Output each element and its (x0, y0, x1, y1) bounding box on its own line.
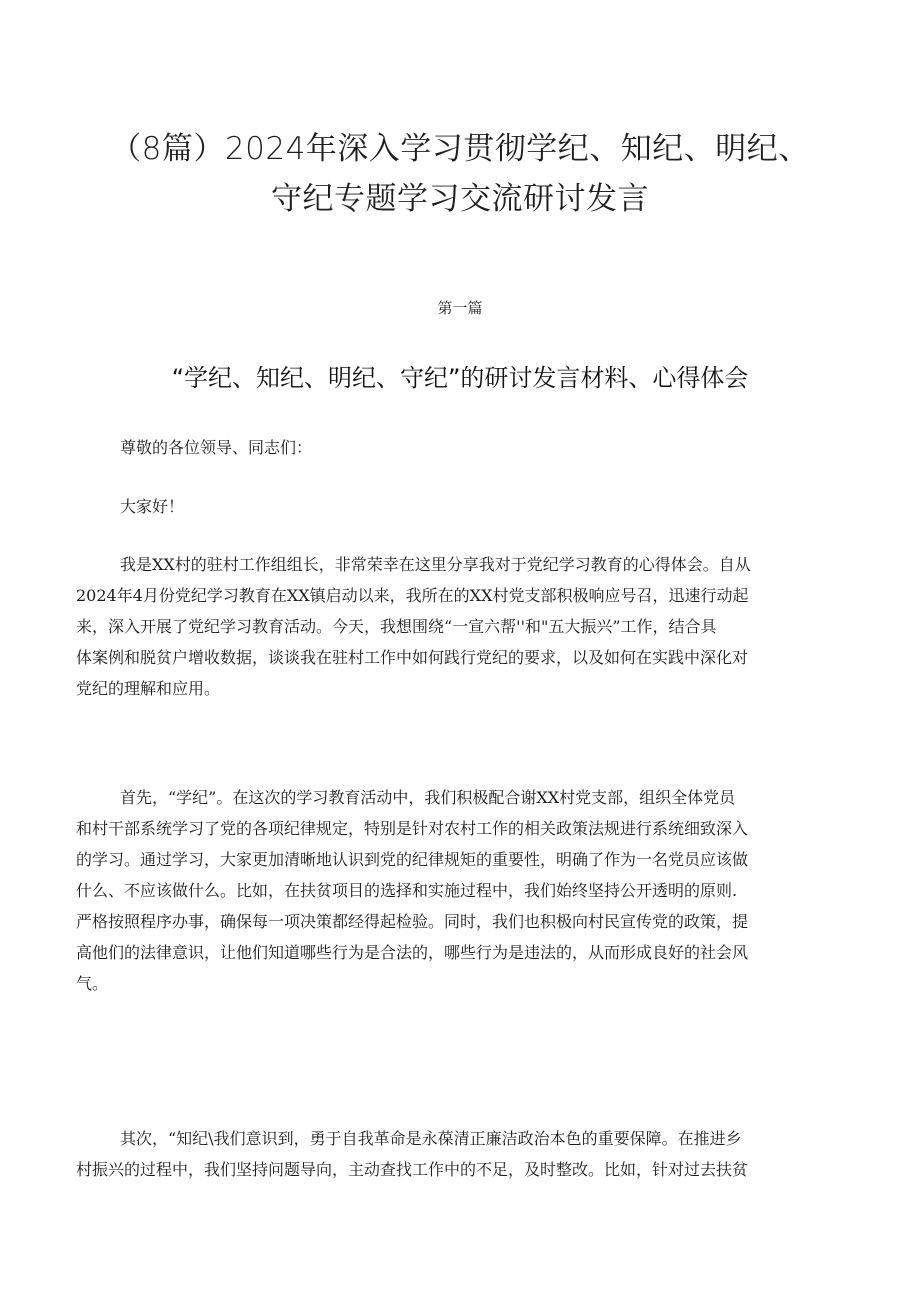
paragraph-line: 的学习。通过学习，大家更加清晰地认识到党的纪律规矩的重要性，明确了作为一名党员应该做 (76, 850, 749, 869)
paragraph-2 (76, 782, 852, 999)
paragraph-1 (76, 549, 852, 704)
paragraph-line: 高他们的法律意识，让他们知道哪些行为是合法的，哪些行为是违法的，从而形成良好的社会风 (76, 943, 749, 962)
document-title-line-1: （8篇）2024年深入学习贯彻学纪、知纪、明纪、 (110, 131, 810, 167)
paragraph-line: 首先，“学纪”。在这次的学习教育活动中，我们积极配合谢XX村党支部，组织全体党员 (120, 788, 736, 807)
paragraph-line: 来，深入开展了党纪学习教育活动。今天，我想围绕“一宣六帮''和"五大振兴”工作，结合具 (76, 617, 717, 636)
section-label: 第一篇 (437, 299, 483, 317)
paragraph-line: 什么、不应该做什么。比如，在扶贫项目的选择和实施过程中，我们始终坚持公开透明的原则. (76, 881, 738, 900)
salutation: 尊敬的各位领导、同志们： (120, 438, 313, 457)
paragraph-line: 我是XX村的驻村工作组组长，非常荣幸在这里分享我对于党纪学习教育的心得体会。自从 (120, 555, 751, 574)
section-title: “学纪、知纪、明纪、守纪”的研讨发言材料、心得体会 (171, 364, 749, 392)
paragraph-line: 2024年4月份党纪学习教育在XX镇启动以来，我所在的XX村党支部积极响应号召，迅速行动起 (76, 586, 749, 605)
paragraph-line: 其次，“知纪\我们意识到，勇于自我革命是永葆清正廉洁政治本色的重要保障。在推进乡 (120, 1129, 742, 1148)
paragraph-line: 村振兴的过程中，我们坚持问题导向，主动查找工作中的不足，及时整改。比如，针对过去扶贫 (76, 1160, 749, 1179)
paragraph-3 (76, 1123, 852, 1185)
paragraph-line: 气。 (76, 974, 109, 993)
document-title (60, 124, 860, 224)
paragraph-line: 和村干部系统学习了党的各项纪律规定，特别是针对农村工作的相关政策法规进行系统细致深入 (76, 819, 749, 838)
paragraph-line: 严格按照程序办事，确保每一项决策都经得起检验。同时，我们也积极向村民宣传党的政策，提 (76, 912, 749, 931)
greeting: 大家好！ (120, 497, 185, 516)
document-title-line-2: 守纪专题学习交流研讨发言 (271, 181, 649, 217)
paragraph-line: 党纪的理解和应用。 (76, 679, 221, 698)
paragraph-line: 体案例和脱贫户增收数据，谈谈我在驻村工作中如何践行党纪的要求，以及如何在实践中深化对 (76, 648, 749, 667)
